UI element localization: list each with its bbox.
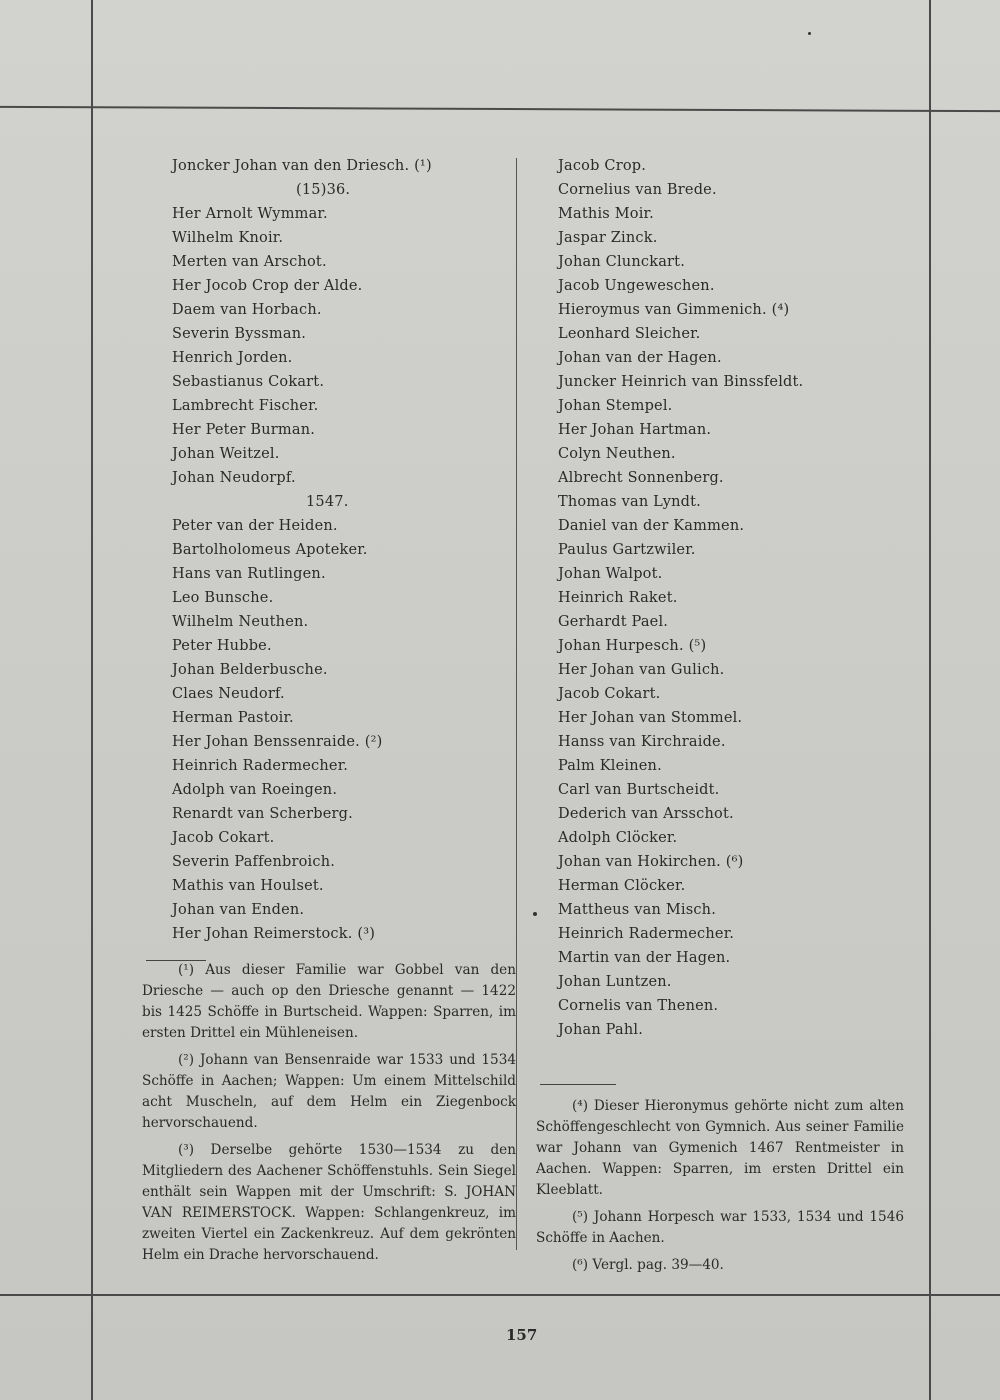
name-entry: Herman Clöcker. xyxy=(558,878,686,894)
name-entry: Severin Paffenbroich. xyxy=(172,854,336,870)
name-entry: Colyn Neuthen. xyxy=(558,446,676,462)
name-entry: Adolph Clöcker. xyxy=(558,830,678,846)
name-entry: Jacob Crop. xyxy=(558,158,647,174)
name-entry: Johan Hurpesch. (⁵) xyxy=(558,638,707,654)
name-entry: Cornelis van Thenen. xyxy=(558,998,719,1014)
year-heading: (15)36. xyxy=(296,182,351,198)
name-entry: Cornelius van Brede. xyxy=(558,182,717,198)
year-heading: 1547. xyxy=(306,494,349,510)
name-entry: Wilhelm Neuthen. xyxy=(172,614,309,630)
name-entry: Hanss van Kirchraide. xyxy=(558,734,726,750)
name-entry: Wilhelm Knoir. xyxy=(172,230,284,246)
name-entry: Johan Belderbusche. xyxy=(172,662,328,678)
footnote: (²) Johann van Bensenraide war 1533 und 1534 Schöffe in Aachen; Wappen: Um einem Mittelschild acht Muscheln, auf dem Helm ein Ziegenbock hervorschauend. xyxy=(142,1052,516,1131)
name-entry: Heinrich Radermecher. xyxy=(558,926,735,942)
name-entry: Paulus Gartzwiler. xyxy=(558,542,696,558)
left-name-column xyxy=(172,154,512,946)
name-entry: Johan Luntzen. xyxy=(558,974,672,990)
footnotes-left xyxy=(142,960,516,1272)
name-entry: Renardt van Scherberg. xyxy=(172,806,353,822)
name-entry: Daniel van der Kammen. xyxy=(558,518,745,534)
name-entry: Peter Hubbe. xyxy=(172,638,272,654)
name-entry: Joncker Johan van den Driesch. (¹) xyxy=(172,158,432,174)
name-entry: Her Johan van Stommel. xyxy=(558,710,743,726)
name-entry: Herman Pastoir. xyxy=(172,710,294,726)
name-entry: Daem van Horbach. xyxy=(172,302,322,318)
right-scan-line xyxy=(929,0,931,1400)
name-entry: Hans van Rutlingen. xyxy=(172,566,326,582)
name-entry: Johan Pahl. xyxy=(558,1022,644,1038)
footnote: (¹) Aus dieser Familie war Gobbel van den Driesche — auch op den Driesche genannt — 1422 bis 1425 Schöffe in Burtscheid. Wappen: Sparren, im ersten Drittel ein Mühleneisen. xyxy=(142,962,516,1041)
name-entry: Mattheus van Misch. xyxy=(558,902,717,918)
name-entry: Johan Stempel. xyxy=(558,398,673,414)
name-entry: Peter van der Heiden. xyxy=(172,518,338,534)
name-entry: Johan Weitzel. xyxy=(172,446,280,462)
stray-mark-dot xyxy=(533,912,537,916)
footnote: (⁵) Johann Horpesch war 1533, 1534 und 1546 Schöffe in Aachen. xyxy=(536,1209,904,1246)
name-entry: Johan Clunckart. xyxy=(558,254,686,270)
name-entry: Her Johan Reimerstock. (³) xyxy=(172,926,376,942)
name-entry: Adolph van Roeingen. xyxy=(172,782,338,798)
footnote-rule-right xyxy=(540,1084,616,1085)
stray-mark-dot xyxy=(808,32,811,35)
name-entry: Henrich Jorden. xyxy=(172,350,293,366)
name-entry: Claes Neudorf. xyxy=(172,686,285,702)
name-entry: Heinrich Raket. xyxy=(558,590,678,606)
name-entry: Johan van Enden. xyxy=(172,902,305,918)
left-scan-line xyxy=(91,0,93,1400)
page-number: 157 xyxy=(506,1326,538,1344)
name-entry: Dederich van Arsschot. xyxy=(558,806,734,822)
name-entry: Severin Byssman. xyxy=(172,326,307,342)
name-entry: Albrecht Sonnenberg. xyxy=(558,470,724,486)
name-entry: Johan van Hokirchen. (⁶) xyxy=(558,854,744,870)
right-name-column xyxy=(558,154,898,1042)
name-entry: Her Johan Hartman. xyxy=(558,422,712,438)
name-entry: Johan van der Hagen. xyxy=(558,350,722,366)
name-entry: Palm Kleinen. xyxy=(558,758,662,774)
name-entry: Juncker Heinrich van Binssfeldt. xyxy=(558,374,804,390)
name-entry: Her Arnolt Wymmar. xyxy=(172,206,328,222)
name-entry: Merten van Arschot. xyxy=(172,254,327,270)
name-entry: Gerhardt Pael. xyxy=(558,614,669,630)
top-scan-line xyxy=(0,106,1000,112)
name-entry: Martin van der Hagen. xyxy=(558,950,731,966)
name-entry: Carl van Burtscheidt. xyxy=(558,782,720,798)
name-entry: Her Jocob Crop der Alde. xyxy=(172,278,363,294)
name-entry: Heinrich Radermecher. xyxy=(172,758,349,774)
name-entry: Lambrecht Fischer. xyxy=(172,398,319,414)
name-entry: Jacob Cokart. xyxy=(558,686,661,702)
name-entry: Thomas van Lyndt. xyxy=(558,494,701,510)
name-entry: Her Johan van Gulich. xyxy=(558,662,725,678)
footnote: (⁴) Dieser Hieronymus gehörte nicht zum alten Schöffengeschlecht von Gymnich. Aus seiner Familie war Johann van Gymenich 1467 Rentmeister in Aachen. Wappen: Sparren, im ersten Drittel ein Kleeblatt. xyxy=(536,1098,904,1198)
name-entry: Her Johan Benssenraide. (²) xyxy=(172,734,383,750)
name-entry: Johan Walpot. xyxy=(558,566,663,582)
footnote: (⁶) Vergl. pag. 39—40. xyxy=(572,1257,724,1273)
name-entry: Bartolholomeus Apoteker. xyxy=(172,542,368,558)
name-entry: Her Peter Burman. xyxy=(172,422,316,438)
footnote: (³) Derselbe gehörte 1530—1534 zu den Mitgliedern des Aachener Schöffenstuhls. Sein Siegel enthält sein Wappen mit der Umschrift: S. JOHAN VAN REIMERSTOCK. Wappen: Schlangenkreuz, im zweiten Viertel ein Zackenkreuz. Auf dem gekrönten Helm ein Drache hervorschauend. xyxy=(142,1142,516,1263)
name-entry: Jacob Ungeweschen. xyxy=(558,278,715,294)
column-divider xyxy=(516,158,517,1250)
name-entry: Jacob Cokart. xyxy=(172,830,275,846)
name-entry: Leo Bunsche. xyxy=(172,590,274,606)
name-entry: Sebastianus Cokart. xyxy=(172,374,325,390)
name-entry: Leonhard Sleicher. xyxy=(558,326,701,342)
name-entry: Hieroymus van Gimmenich. (⁴) xyxy=(558,302,790,318)
name-entry: Johan Neudorpf. xyxy=(172,470,296,486)
footnotes-right xyxy=(536,1096,904,1282)
bottom-scan-line xyxy=(0,1294,1000,1296)
name-entry: Mathis Moir. xyxy=(558,206,654,222)
name-entry: Mathis van Houlset. xyxy=(172,878,324,894)
name-entry: Jaspar Zinck. xyxy=(558,230,658,246)
